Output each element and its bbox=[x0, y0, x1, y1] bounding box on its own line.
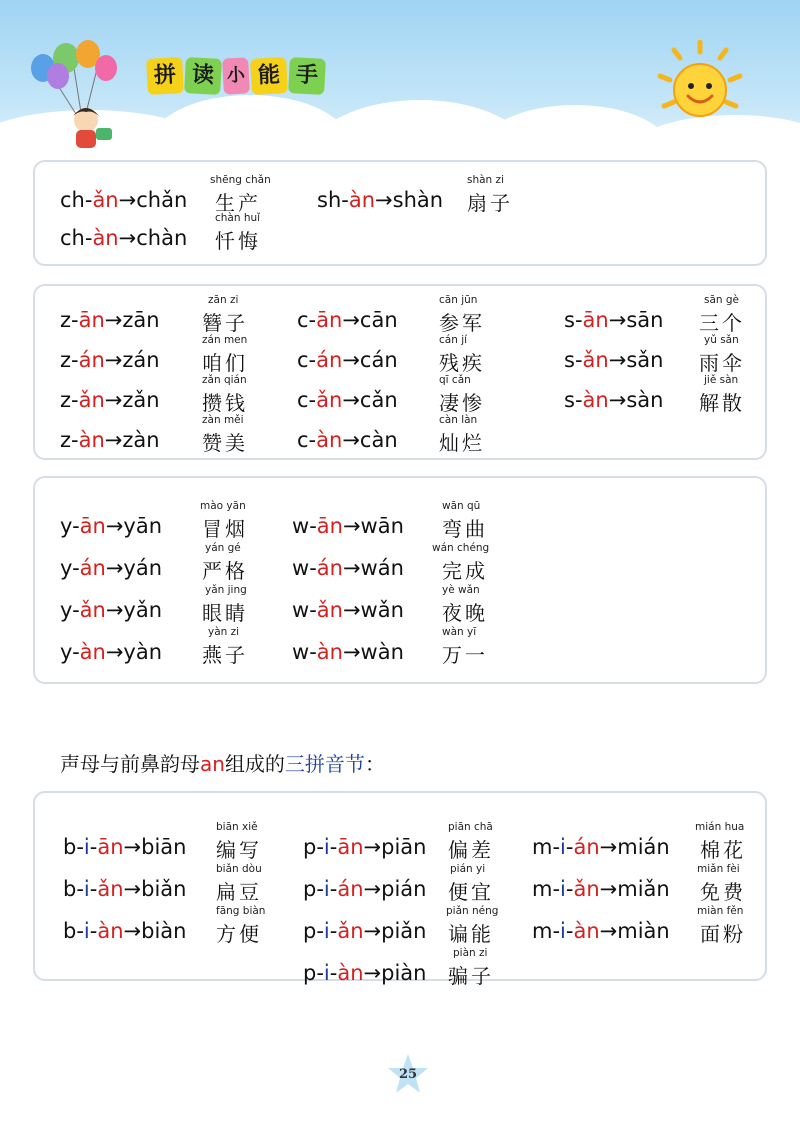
balloon-girl-icon bbox=[28, 40, 138, 150]
sun-icon bbox=[650, 40, 750, 130]
page-number bbox=[386, 1052, 430, 1096]
spelling-equation bbox=[317, 188, 443, 212]
spelling-equation bbox=[292, 640, 404, 664]
syllable-part: ǎn bbox=[582, 348, 609, 372]
syllable-part: ān bbox=[79, 514, 106, 538]
pinyin-annotation: zān zi bbox=[208, 294, 239, 306]
syllable-part: - bbox=[308, 308, 317, 332]
syllable-part: - bbox=[71, 388, 79, 412]
syllable-part: →cǎn bbox=[342, 388, 398, 412]
syllable-part: - bbox=[574, 388, 583, 412]
pinyin-annotation: zàn měi bbox=[202, 414, 244, 426]
syllable-part: - bbox=[552, 877, 561, 901]
syllable-part: →wǎn bbox=[342, 598, 404, 622]
syllable-part: - bbox=[316, 961, 324, 985]
example-word: 咱们 bbox=[202, 351, 248, 375]
pinyin-annotation: yán gé bbox=[205, 542, 241, 554]
spelling-equation bbox=[532, 877, 670, 901]
syllable-part: - bbox=[72, 556, 80, 580]
title-char: 拼 bbox=[146, 57, 184, 95]
example-word: 扇子 bbox=[467, 191, 513, 215]
example-word: 夜晚 bbox=[442, 601, 488, 625]
syllable-part: →chǎn bbox=[118, 188, 188, 212]
syllable-part: ch bbox=[60, 226, 85, 250]
syllable-part: - bbox=[89, 835, 98, 859]
syllable-part: y bbox=[60, 556, 73, 580]
syllable-part: i bbox=[323, 961, 330, 985]
pinyin-annotation: piǎn néng bbox=[446, 905, 499, 917]
spelling-equation bbox=[60, 514, 162, 538]
syllable-part: z bbox=[60, 308, 72, 332]
spelling-equation bbox=[303, 961, 426, 985]
spelling-equation bbox=[292, 598, 404, 622]
syllable-part: án bbox=[78, 348, 105, 372]
syllable-part: àn bbox=[92, 226, 119, 250]
syllable-part: - bbox=[72, 598, 80, 622]
syllable-part: s bbox=[564, 308, 575, 332]
pinyin-annotation: pián yi bbox=[450, 863, 486, 875]
heading-part: 声母与前鼻韵母 bbox=[60, 752, 200, 776]
pinyin-annotation: mián hua bbox=[695, 821, 745, 833]
syllable-part: - bbox=[308, 388, 317, 412]
syllable-part: án bbox=[316, 556, 343, 580]
syllable-part: - bbox=[84, 188, 93, 212]
syllable-part: àn bbox=[582, 388, 609, 412]
example-word: 参军 bbox=[439, 311, 485, 335]
syllable-part: - bbox=[565, 835, 574, 859]
syllable-part: →piàn bbox=[363, 961, 427, 985]
spelling-equation bbox=[60, 598, 162, 622]
spelling-equation bbox=[60, 556, 162, 580]
spelling-equation bbox=[60, 308, 160, 332]
syllable-part: →pián bbox=[363, 877, 427, 901]
pinyin-annotation: cán jí bbox=[439, 334, 468, 346]
spelling-equation bbox=[60, 188, 187, 212]
syllable-part: - bbox=[309, 598, 317, 622]
syllable-part: - bbox=[552, 919, 561, 943]
example-word: 解散 bbox=[699, 391, 745, 415]
spelling-equation bbox=[564, 308, 663, 332]
syllable-part: - bbox=[329, 961, 338, 985]
example-word: 生产 bbox=[215, 191, 261, 215]
syllable-part: →yàn bbox=[105, 640, 163, 664]
syllable-part: z bbox=[60, 388, 72, 412]
syllable-part: ān bbox=[582, 308, 609, 332]
syllable-part: →miǎn bbox=[599, 877, 670, 901]
syllable-part: ǎn bbox=[316, 598, 343, 622]
syllable-part: ān bbox=[316, 308, 343, 332]
syllable-part: - bbox=[565, 919, 574, 943]
title-char: 读 bbox=[184, 57, 222, 95]
syllable-part: án bbox=[573, 835, 600, 859]
pinyin-annotation: fāng biàn bbox=[216, 905, 266, 917]
syllable-part: i bbox=[83, 835, 90, 859]
syllable-part: →zàn bbox=[104, 428, 160, 452]
example-word: 雨伞 bbox=[699, 351, 745, 375]
syllable-part: y bbox=[60, 598, 73, 622]
syllable-part: - bbox=[574, 308, 583, 332]
syllable-part: ǎn bbox=[573, 877, 600, 901]
syllable-part: àn bbox=[79, 640, 106, 664]
syllable-part: - bbox=[308, 348, 317, 372]
heading-part: 组成的 bbox=[224, 752, 285, 776]
syllable-part: c bbox=[297, 348, 309, 372]
example-word: 偏差 bbox=[448, 838, 494, 862]
syllable-part: c bbox=[297, 428, 309, 452]
syllable-part: àn bbox=[316, 640, 343, 664]
pinyin-annotation: sān gè bbox=[704, 294, 740, 306]
syllable-part: →biǎn bbox=[123, 877, 187, 901]
syllable-part: →biān bbox=[123, 835, 187, 859]
syllable-part: →yǎn bbox=[105, 598, 163, 622]
example-word: 灿烂 bbox=[439, 431, 485, 455]
example-word: 棉花 bbox=[700, 838, 746, 862]
syllable-part: →wān bbox=[342, 514, 404, 538]
example-word: 谝能 bbox=[448, 922, 494, 946]
spelling-equation bbox=[297, 348, 398, 372]
syllable-part: - bbox=[71, 348, 79, 372]
example-word: 完成 bbox=[442, 559, 488, 583]
example-word: 忏悔 bbox=[215, 229, 261, 253]
page-title bbox=[147, 58, 325, 94]
syllable-part: ān bbox=[97, 835, 124, 859]
pinyin-annotation: yàn zi bbox=[208, 626, 240, 638]
spelling-equation bbox=[292, 514, 404, 538]
syllable-part: w bbox=[292, 598, 310, 622]
syllable-part: - bbox=[316, 877, 324, 901]
syllable-part: →sàn bbox=[608, 388, 664, 412]
syllable-part: i bbox=[560, 877, 566, 901]
syllable-part: y bbox=[60, 514, 73, 538]
example-word: 骗子 bbox=[448, 964, 494, 988]
example-word: 万一 bbox=[442, 643, 488, 667]
spelling-equation bbox=[303, 835, 426, 859]
section-heading bbox=[60, 748, 385, 777]
pinyin-annotation: zán men bbox=[202, 334, 248, 346]
syllable-part: ǎn bbox=[97, 877, 124, 901]
syllable-part: →piǎn bbox=[363, 919, 427, 943]
syllable-part: b bbox=[63, 835, 77, 859]
pinyin-annotation: miàn fěn bbox=[697, 905, 744, 917]
syllable-part: →shàn bbox=[375, 188, 444, 212]
syllable-part: w bbox=[292, 514, 310, 538]
syllable-part: - bbox=[329, 919, 338, 943]
syllable-part: àn bbox=[337, 961, 364, 985]
spelling-equation bbox=[60, 348, 160, 372]
syllable-part: i bbox=[83, 877, 90, 901]
spelling-equation bbox=[564, 348, 663, 372]
syllable-part: - bbox=[76, 835, 84, 859]
spelling-equation bbox=[60, 226, 187, 250]
syllable-part: àn bbox=[97, 919, 124, 943]
syllable-part: p bbox=[303, 835, 317, 859]
example-word: 严格 bbox=[202, 559, 248, 583]
example-word: 便宜 bbox=[448, 880, 494, 904]
syllable-part: →sǎn bbox=[608, 348, 664, 372]
heading-part: 三拼音节 bbox=[284, 752, 365, 776]
pinyin-annotation: yè wǎn bbox=[442, 584, 480, 596]
example-word: 免费 bbox=[700, 880, 746, 904]
syllable-part: - bbox=[72, 640, 80, 664]
syllable-part: ǎn bbox=[316, 388, 343, 412]
syllable-part: c bbox=[297, 388, 309, 412]
syllable-part: i bbox=[323, 835, 330, 859]
pinyin-annotation: wán chéng bbox=[432, 542, 490, 554]
syllable-part: sh bbox=[317, 188, 342, 212]
heading-part: an bbox=[200, 752, 225, 776]
spelling-equation bbox=[297, 388, 398, 412]
pinyin-annotation: zǎn qián bbox=[202, 374, 247, 386]
example-word: 方便 bbox=[216, 922, 262, 946]
pinyin-annotation: cān jūn bbox=[439, 294, 478, 306]
syllable-part: - bbox=[84, 226, 93, 250]
syllable-part: án bbox=[79, 556, 106, 580]
spelling-equation bbox=[60, 640, 162, 664]
syllable-box bbox=[33, 284, 767, 460]
pinyin-annotation: jiě sàn bbox=[704, 374, 739, 386]
example-word: 攒钱 bbox=[202, 391, 248, 415]
syllable-part: - bbox=[89, 877, 98, 901]
syllable-part: i bbox=[83, 919, 90, 943]
spelling-equation bbox=[297, 428, 398, 452]
spelling-equation bbox=[532, 919, 670, 943]
syllable-part: - bbox=[76, 919, 84, 943]
syllable-part: m bbox=[532, 919, 553, 943]
example-word: 冒烟 bbox=[202, 517, 248, 541]
syllable-part: w bbox=[292, 640, 310, 664]
syllable-part: ǎn bbox=[79, 598, 106, 622]
spelling-equation bbox=[60, 428, 160, 452]
syllable-part: b bbox=[63, 919, 77, 943]
syllable-part: - bbox=[316, 835, 324, 859]
syllable-part: - bbox=[329, 877, 338, 901]
pinyin-annotation: shàn zi bbox=[467, 174, 504, 186]
spelling-equation bbox=[60, 388, 160, 412]
pinyin-annotation: yǎn jing bbox=[205, 584, 247, 596]
pinyin-annotation: shēng chǎn bbox=[210, 174, 271, 186]
syllable-part: - bbox=[309, 514, 317, 538]
syllable-box bbox=[33, 476, 767, 684]
pinyin-annotation: wàn yī bbox=[442, 626, 477, 638]
spelling-equation bbox=[63, 877, 186, 901]
syllable-part: - bbox=[72, 514, 80, 538]
example-word: 三个 bbox=[699, 311, 745, 335]
syllable-part: →piān bbox=[363, 835, 427, 859]
syllable-part: - bbox=[341, 188, 349, 212]
syllable-part: - bbox=[71, 428, 79, 452]
syllable-box bbox=[33, 791, 767, 988]
pinyin-annotation: piàn zi bbox=[453, 947, 488, 959]
syllable-part: b bbox=[63, 877, 77, 901]
example-word: 簪子 bbox=[202, 311, 248, 335]
syllable-part: - bbox=[329, 835, 338, 859]
syllable-part: i bbox=[323, 919, 330, 943]
syllable-part: z bbox=[60, 348, 72, 372]
syllable-part: →zǎn bbox=[104, 388, 160, 412]
spelling-equation bbox=[63, 919, 186, 943]
syllable-part: àn bbox=[348, 188, 376, 212]
syllable-part: →cán bbox=[342, 348, 398, 372]
syllable-part: w bbox=[292, 556, 310, 580]
syllable-part: àn bbox=[316, 428, 343, 452]
syllable-part: ǎn bbox=[92, 188, 119, 212]
syllable-part: ǎn bbox=[78, 388, 105, 412]
syllable-part: - bbox=[89, 919, 98, 943]
pinyin-annotation: miǎn fèi bbox=[697, 863, 740, 875]
syllable-part: m bbox=[532, 877, 553, 901]
syllable-part: →miàn bbox=[599, 919, 670, 943]
heading-part: ： bbox=[364, 752, 385, 776]
syllable-part: →sān bbox=[608, 308, 664, 332]
pinyin-annotation: biān xiě bbox=[216, 821, 258, 833]
syllable-part: c bbox=[297, 308, 309, 332]
pinyin-annotation: biǎn dòu bbox=[216, 863, 262, 875]
example-word: 编写 bbox=[216, 838, 262, 862]
syllable-box bbox=[33, 160, 767, 266]
syllable-part: i bbox=[560, 919, 566, 943]
spelling-equation bbox=[564, 388, 663, 412]
example-word: 扁豆 bbox=[216, 880, 262, 904]
syllable-part: - bbox=[309, 640, 317, 664]
syllable-part: - bbox=[316, 919, 324, 943]
syllable-part: →cān bbox=[342, 308, 398, 332]
syllable-part: - bbox=[71, 308, 79, 332]
syllable-part: →wàn bbox=[342, 640, 404, 664]
syllable-part: án bbox=[337, 877, 364, 901]
syllable-part: àn bbox=[78, 428, 105, 452]
syllable-part: y bbox=[60, 640, 73, 664]
syllable-part: án bbox=[316, 348, 343, 372]
syllable-part: ǎn bbox=[337, 919, 364, 943]
pinyin-annotation: chàn huǐ bbox=[215, 212, 261, 224]
syllable-part: →chàn bbox=[118, 226, 188, 250]
syllable-part: →càn bbox=[342, 428, 398, 452]
spelling-equation bbox=[303, 919, 426, 943]
pinyin-annotation: càn làn bbox=[439, 414, 478, 426]
syllable-part: m bbox=[532, 835, 553, 859]
syllable-part: - bbox=[76, 877, 84, 901]
syllable-part: s bbox=[564, 348, 575, 372]
syllable-part: p bbox=[303, 961, 317, 985]
title-char: 能 bbox=[250, 57, 288, 95]
pinyin-annotation: yǔ sǎn bbox=[704, 334, 739, 346]
spelling-equation bbox=[63, 835, 186, 859]
syllable-part: àn bbox=[573, 919, 600, 943]
title-char: 小 bbox=[222, 57, 250, 94]
syllable-part: - bbox=[565, 877, 574, 901]
example-word: 眼睛 bbox=[202, 601, 248, 625]
syllable-part: ān bbox=[316, 514, 343, 538]
syllable-part: p bbox=[303, 919, 317, 943]
pinyin-annotation: piān chā bbox=[448, 821, 493, 833]
pinyin-annotation: qī cǎn bbox=[439, 374, 471, 386]
syllable-part: - bbox=[574, 348, 583, 372]
syllable-part: →zán bbox=[104, 348, 160, 372]
title-char: 手 bbox=[288, 57, 326, 95]
spelling-equation bbox=[532, 835, 670, 859]
example-word: 凄惨 bbox=[439, 391, 485, 415]
syllable-part: i bbox=[560, 835, 566, 859]
pinyin-annotation: mào yān bbox=[200, 500, 246, 512]
syllable-part: s bbox=[564, 388, 575, 412]
syllable-part: p bbox=[303, 877, 317, 901]
syllable-part: →zān bbox=[104, 308, 160, 332]
syllable-part: →yán bbox=[105, 556, 163, 580]
syllable-part: - bbox=[552, 835, 561, 859]
syllable-part: →yān bbox=[105, 514, 163, 538]
syllable-part: - bbox=[308, 428, 317, 452]
spelling-equation bbox=[303, 877, 426, 901]
pinyin-annotation: wān qū bbox=[442, 500, 481, 512]
syllable-part: →wán bbox=[342, 556, 404, 580]
spelling-equation bbox=[292, 556, 404, 580]
page-header bbox=[0, 0, 800, 150]
syllable-part: ān bbox=[78, 308, 105, 332]
example-word: 面粉 bbox=[700, 922, 746, 946]
example-word: 弯曲 bbox=[442, 517, 488, 541]
syllable-part: →biàn bbox=[123, 919, 187, 943]
syllable-part: i bbox=[323, 877, 330, 901]
syllable-part: ān bbox=[337, 835, 364, 859]
syllable-part: - bbox=[309, 556, 317, 580]
example-word: 赞美 bbox=[202, 431, 248, 455]
example-word: 残疾 bbox=[439, 351, 485, 375]
page-number-text: 25 bbox=[398, 1067, 418, 1082]
example-word: 燕子 bbox=[202, 643, 248, 667]
spelling-equation bbox=[297, 308, 398, 332]
syllable-part: ch bbox=[60, 188, 85, 212]
syllable-part: →mián bbox=[599, 835, 670, 859]
syllable-part: z bbox=[60, 428, 72, 452]
